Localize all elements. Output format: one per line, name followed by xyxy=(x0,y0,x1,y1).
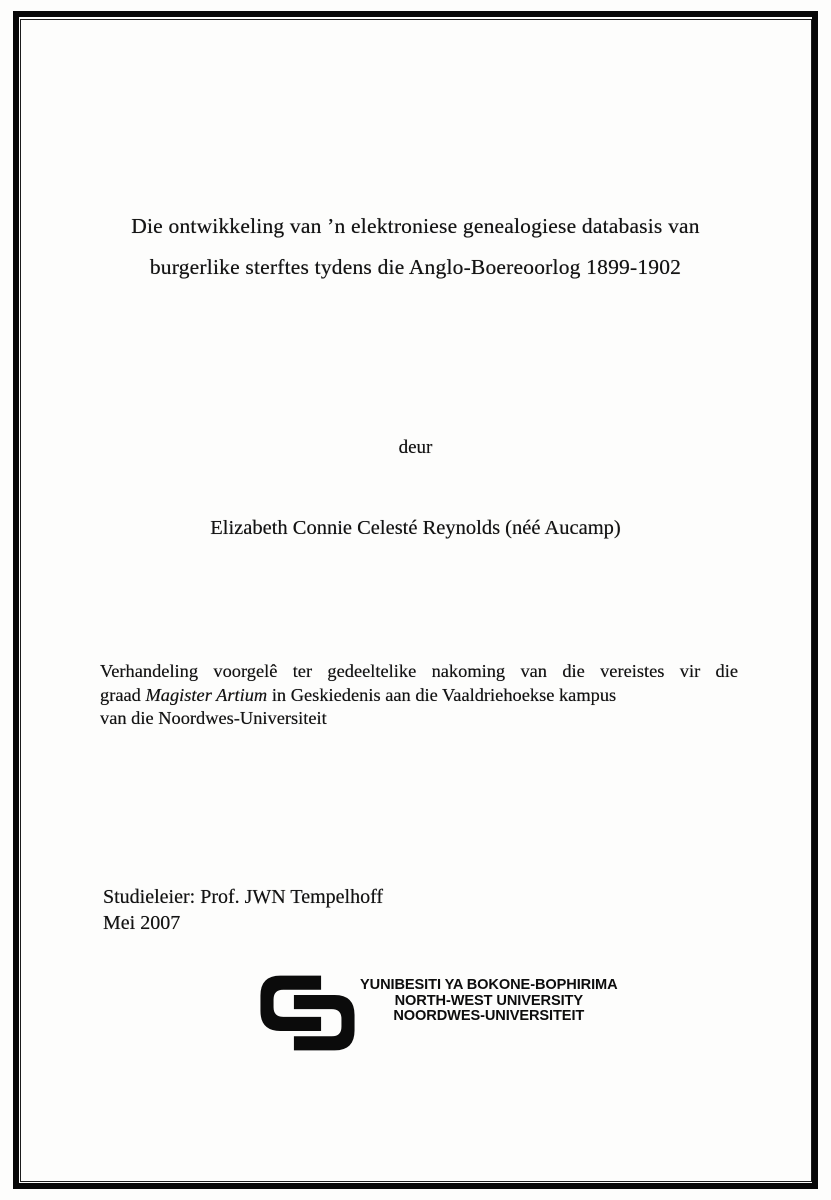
supervisor-line: Studieleier: Prof. JWN Tempelhoff xyxy=(103,886,384,908)
degree-statement xyxy=(100,660,738,731)
degree-statement-line-2-pre: graad xyxy=(100,684,146,705)
degree-name-italic: Magister Artium xyxy=(145,684,268,705)
thesis-title-line-2: burgerlike sterftes tydens die Anglo-Boereoorlog 1899-1902 xyxy=(149,255,682,279)
degree-statement-line-1: Verhandeling voorgelê ter gedeeltelike nakoming van die vereistes vir die xyxy=(100,661,738,681)
author-name: Elizabeth Connie Celesté Reynolds (néé Aucamp) xyxy=(210,517,621,539)
date-line: Mei 2007 xyxy=(103,911,181,934)
degree-statement-line-3: van die Noordwes-Universiteit xyxy=(100,708,327,729)
university-logo xyxy=(259,973,618,1053)
university-logo-text xyxy=(360,973,618,1025)
byline-deur: deur xyxy=(398,437,433,458)
university-name-setswana: YUNIBESITI YA BOKONE-BOPHIRIMA xyxy=(360,977,618,993)
supervisor-block xyxy=(103,885,383,936)
degree-statement-line-2-post: in Geskiedenis aan die Vaaldriehoekse kampus xyxy=(267,684,617,705)
university-name-afrikaans: NOORDWES-UNIVERSITEIT xyxy=(393,1008,585,1025)
thesis-title xyxy=(50,206,781,288)
university-logo-icon xyxy=(259,973,356,1053)
university-name-english: NORTH-WEST UNIVERSITY xyxy=(394,992,583,1009)
thesis-title-line-1: Die ontwikkeling van ’n elektroniese genealogiese databasis van xyxy=(131,214,700,238)
degree-statement-line-2 xyxy=(100,684,738,708)
